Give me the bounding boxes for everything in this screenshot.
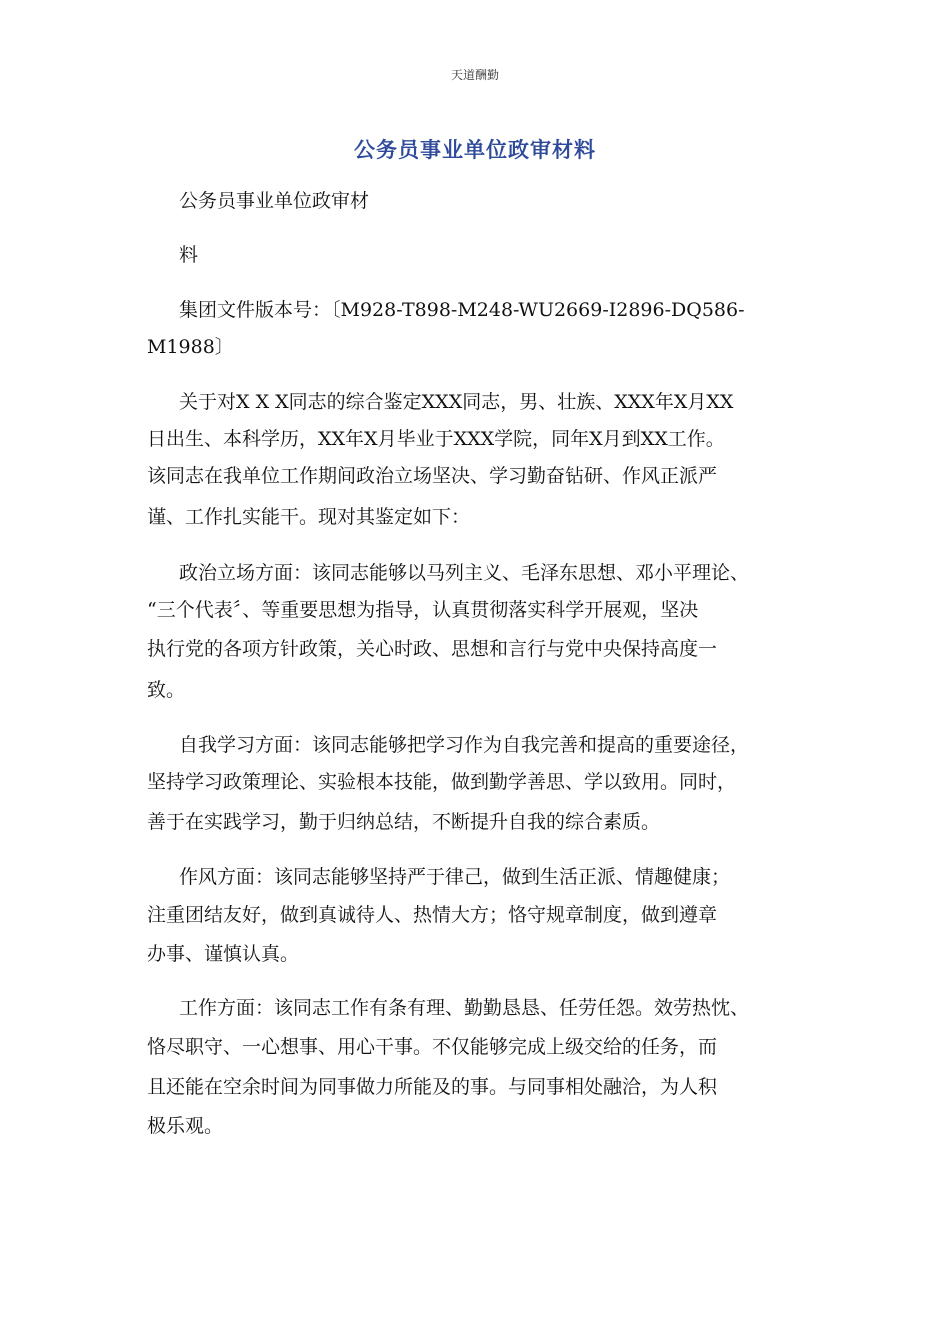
body-line: “三个代表〞、等重要思想为指导，认真贯彻落实科学开展观，坚决 bbox=[147, 599, 699, 621]
body-line: 恪尽职守、一心想事、用心干事。不仅能够完成上级交给的任务，而 bbox=[147, 1036, 718, 1058]
body-line: 致。 bbox=[147, 679, 186, 701]
body-line: 政治立场方面：该同志能够以马列主义、毛泽东思想、邓小平理论、 bbox=[179, 562, 750, 584]
body-line: 坚持学习政策理论、实验根本技能，做到勤学善思、学以致用。同时， bbox=[147, 771, 737, 793]
body-line: 作风方面：该同志能够坚持严于律己，做到生活正派、情趣健康； bbox=[179, 866, 731, 888]
body-line: 执行党的各项方针政策，关心时政、思想和言行与党中央保持高度一 bbox=[147, 638, 718, 660]
body-line: 料 bbox=[179, 244, 199, 266]
body-line: 自我学习方面：该同志能够把学习作为自我完善和提高的重要途径， bbox=[179, 734, 750, 756]
body-line: 关于对X X X同志的综合鉴定XXX同志，男、壮族、XXX年X月XX bbox=[179, 391, 734, 413]
body-line: 且还能在空余时间为同事做力所能及的事。与同事相处融洽，为人积 bbox=[147, 1076, 718, 1098]
page-header: 天道酬勤 bbox=[450, 68, 499, 82]
body-line: 集团文件版本号：〔M928-T898-M248-WU2669-I2896-DQ586- bbox=[179, 299, 745, 321]
document-title: 公务员事业单位政审材料 bbox=[354, 138, 596, 162]
body-line: 极乐观。 bbox=[147, 1115, 224, 1137]
body-line: 谨、工作扎实能干。现对其鉴定如下： bbox=[147, 506, 471, 528]
body-line: 办事、谨慎认真。 bbox=[147, 943, 300, 965]
body-line: M1988〕 bbox=[147, 336, 234, 358]
body-line: 公务员事业单位政审材 bbox=[179, 190, 370, 212]
body-line: 该同志在我单位工作期间政治立场坚决、学习勤奋钻研、作风正派严 bbox=[147, 465, 718, 487]
body-line: 工作方面：该同志工作有条有理、勤勤恳恳、任劳任怨。效劳热忱、 bbox=[179, 997, 750, 1019]
body-line: 善于在实践学习，勤于归纳总结，不断提升自我的综合素质。 bbox=[147, 811, 661, 833]
body-line: 日出生、本科学历，XX年X月毕业于XXX学院，同年X月到XX工作。 bbox=[147, 428, 725, 450]
body-line: 注重团结友好，做到真诚待人、热情大方；恪守规章制度，做到遵章 bbox=[147, 904, 718, 926]
